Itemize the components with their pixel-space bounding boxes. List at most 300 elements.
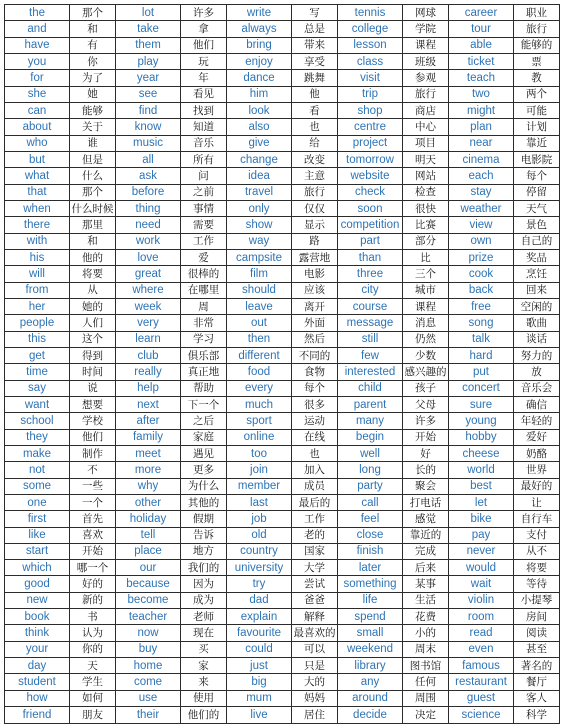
english-word-cell: decide [338, 707, 403, 724]
chinese-meaning-cell: 花费 [403, 609, 449, 625]
chinese-meaning-cell: 科学 [514, 707, 560, 724]
chinese-meaning-cell: 感兴趣的 [403, 364, 449, 380]
chinese-meaning-cell: 能够的 [514, 37, 560, 53]
chinese-meaning-cell: 享受 [292, 53, 338, 69]
table-row [5, 184, 560, 200]
english-word-cell: young [449, 413, 514, 429]
chinese-meaning-cell: 帮助 [181, 380, 227, 396]
chinese-meaning-cell: 最喜欢的 [292, 625, 338, 641]
english-word-cell: cook [449, 266, 514, 282]
english-word-cell: will [5, 266, 70, 282]
english-word-cell: might [449, 102, 514, 118]
chinese-meaning-cell: 工作 [181, 233, 227, 249]
table-row [5, 674, 560, 690]
english-word-cell: this [5, 331, 70, 347]
chinese-meaning-cell: 长的 [403, 462, 449, 478]
chinese-meaning-cell: 景色 [514, 217, 560, 233]
english-word-cell: very [116, 315, 181, 331]
chinese-meaning-cell: 其他的 [181, 494, 227, 510]
english-word-cell: other [116, 494, 181, 510]
chinese-meaning-cell: 周 [181, 298, 227, 314]
chinese-meaning-cell: 也 [292, 445, 338, 461]
english-word-cell: finish [338, 543, 403, 559]
english-word-cell: let [449, 494, 514, 510]
table-row [5, 315, 560, 331]
chinese-meaning-cell: 决定 [403, 707, 449, 724]
chinese-meaning-cell: 得到 [70, 347, 116, 363]
english-word-cell: wait [449, 576, 514, 592]
chinese-meaning-cell: 假期 [181, 511, 227, 527]
chinese-meaning-cell: 认为 [70, 625, 116, 641]
chinese-meaning-cell: 天 [70, 658, 116, 674]
table-row [5, 592, 560, 608]
english-word-cell: you [5, 53, 70, 69]
chinese-meaning-cell: 他们的 [181, 707, 227, 724]
chinese-meaning-cell: 最好的 [514, 478, 560, 494]
table-row [5, 233, 560, 249]
chinese-meaning-cell: 想要 [70, 396, 116, 412]
english-word-cell: enjoy [227, 53, 292, 69]
chinese-meaning-cell: 居住 [292, 707, 338, 724]
english-word-cell: place [116, 543, 181, 559]
chinese-meaning-cell: 一些 [70, 478, 116, 494]
english-word-cell: see [116, 86, 181, 102]
english-word-cell: different [227, 347, 292, 363]
table-row [5, 576, 560, 592]
chinese-meaning-cell: 学生 [70, 674, 116, 690]
chinese-meaning-cell: 然后 [292, 331, 338, 347]
english-word-cell: show [227, 217, 292, 233]
english-word-cell: talk [449, 331, 514, 347]
chinese-meaning-cell: 谁 [70, 135, 116, 151]
chinese-meaning-cell: 不 [70, 462, 116, 478]
english-word-cell: back [449, 282, 514, 298]
english-word-cell: there [5, 217, 70, 233]
english-word-cell: dance [227, 70, 292, 86]
english-word-cell: course [338, 298, 403, 314]
english-word-cell: many [338, 413, 403, 429]
english-word-cell: because [116, 576, 181, 592]
english-word-cell: visit [338, 70, 403, 86]
table-row [5, 347, 560, 363]
english-word-cell: ask [116, 168, 181, 184]
chinese-meaning-cell: 努力的 [514, 347, 560, 363]
english-word-cell: any [338, 674, 403, 690]
chinese-meaning-cell: 妈妈 [292, 690, 338, 706]
english-word-cell: student [5, 674, 70, 690]
english-word-cell: long [338, 462, 403, 478]
chinese-meaning-cell: 课程 [403, 37, 449, 53]
chinese-meaning-cell: 什么 [70, 168, 116, 184]
chinese-meaning-cell: 明天 [403, 151, 449, 167]
english-word-cell: get [5, 347, 70, 363]
chinese-meaning-cell: 项目 [403, 135, 449, 151]
english-word-cell: concert [449, 380, 514, 396]
chinese-meaning-cell: 一个 [70, 494, 116, 510]
english-word-cell: our [116, 560, 181, 576]
chinese-meaning-cell: 仅仅 [292, 200, 338, 216]
table-row [5, 543, 560, 559]
chinese-meaning-cell: 加入 [292, 462, 338, 478]
chinese-meaning-cell: 食物 [292, 364, 338, 380]
english-word-cell: out [227, 315, 292, 331]
english-word-cell: way [227, 233, 292, 249]
english-word-cell: violin [449, 592, 514, 608]
english-word-cell: two [449, 86, 514, 102]
chinese-meaning-cell: 职业 [514, 5, 560, 21]
english-word-cell: time [5, 364, 70, 380]
english-word-cell: the [5, 5, 70, 21]
chinese-meaning-cell: 回来 [514, 282, 560, 298]
english-word-cell: family [116, 429, 181, 445]
english-word-cell: new [5, 592, 70, 608]
english-word-cell: write [227, 5, 292, 21]
english-word-cell: tell [116, 527, 181, 543]
english-word-cell: mum [227, 690, 292, 706]
english-word-cell: before [116, 184, 181, 200]
english-word-cell: own [449, 233, 514, 249]
english-word-cell: buy [116, 641, 181, 657]
chinese-meaning-cell: 带来 [292, 37, 338, 53]
chinese-meaning-cell: 课程 [403, 298, 449, 314]
table-row [5, 266, 560, 282]
english-word-cell: say [5, 380, 70, 396]
english-word-cell: great [116, 266, 181, 282]
chinese-meaning-cell: 父母 [403, 396, 449, 412]
english-word-cell: who [5, 135, 70, 151]
chinese-meaning-cell: 音乐会 [514, 380, 560, 396]
chinese-meaning-cell: 比 [403, 249, 449, 265]
english-word-cell: how [5, 690, 70, 706]
chinese-meaning-cell: 小提琴 [514, 592, 560, 608]
english-word-cell: three [338, 266, 403, 282]
english-word-cell: come [116, 674, 181, 690]
chinese-meaning-cell: 后来 [403, 560, 449, 576]
english-word-cell: restaurant [449, 674, 514, 690]
english-word-cell: become [116, 592, 181, 608]
english-word-cell: tomorrow [338, 151, 403, 167]
english-word-cell: club [116, 347, 181, 363]
chinese-meaning-cell: 他们 [70, 429, 116, 445]
chinese-meaning-cell: 靠近 [514, 135, 560, 151]
chinese-meaning-cell: 玩 [181, 53, 227, 69]
english-word-cell: tennis [338, 5, 403, 21]
english-word-cell: try [227, 576, 292, 592]
chinese-meaning-cell: 班级 [403, 53, 449, 69]
table-row [5, 5, 560, 21]
table-row [5, 707, 560, 724]
english-word-cell: read [449, 625, 514, 641]
chinese-meaning-cell: 能够 [70, 102, 116, 118]
english-word-cell: find [116, 102, 181, 118]
chinese-meaning-cell: 告诉 [181, 527, 227, 543]
english-word-cell: live [227, 707, 292, 724]
english-word-cell: life [338, 592, 403, 608]
english-word-cell: university [227, 560, 292, 576]
chinese-meaning-cell: 之后 [181, 413, 227, 429]
chinese-meaning-cell: 和 [70, 233, 116, 249]
table-row [5, 249, 560, 265]
english-word-cell: bring [227, 37, 292, 53]
chinese-meaning-cell: 地方 [181, 543, 227, 559]
english-word-cell: know [116, 119, 181, 135]
table-row [5, 462, 560, 478]
english-word-cell: help [116, 380, 181, 396]
english-word-cell: really [116, 364, 181, 380]
chinese-meaning-cell: 将要 [70, 266, 116, 282]
english-word-cell: check [338, 184, 403, 200]
english-word-cell: weather [449, 200, 514, 216]
chinese-meaning-cell: 每个 [292, 380, 338, 396]
vocabulary-table-body [5, 5, 560, 724]
english-word-cell: about [5, 119, 70, 135]
english-word-cell: well [338, 445, 403, 461]
english-word-cell: trip [338, 86, 403, 102]
chinese-meaning-cell: 家 [181, 658, 227, 674]
english-word-cell: cheese [449, 445, 514, 461]
chinese-meaning-cell: 支付 [514, 527, 560, 543]
english-word-cell: sport [227, 413, 292, 429]
chinese-meaning-cell: 大的 [292, 674, 338, 690]
english-word-cell: guest [449, 690, 514, 706]
english-word-cell: website [338, 168, 403, 184]
chinese-meaning-cell: 年轻的 [514, 413, 560, 429]
english-word-cell: when [5, 200, 70, 216]
chinese-meaning-cell: 票 [514, 53, 560, 69]
english-word-cell: make [5, 445, 70, 461]
english-word-cell: holiday [116, 511, 181, 527]
chinese-meaning-cell: 网站 [403, 168, 449, 184]
english-word-cell: change [227, 151, 292, 167]
english-word-cell: put [449, 364, 514, 380]
chinese-meaning-cell: 制作 [70, 445, 116, 461]
english-word-cell: job [227, 511, 292, 527]
english-word-cell: close [338, 527, 403, 543]
english-word-cell: weekend [338, 641, 403, 657]
table-row [5, 625, 560, 641]
table-row [5, 53, 560, 69]
english-word-cell: never [449, 543, 514, 559]
english-word-cell: view [449, 217, 514, 233]
english-word-cell: small [338, 625, 403, 641]
chinese-meaning-cell: 靠近的 [403, 527, 449, 543]
english-word-cell: work [116, 233, 181, 249]
chinese-meaning-cell: 改变 [292, 151, 338, 167]
english-word-cell: much [227, 396, 292, 412]
chinese-meaning-cell: 开始 [70, 543, 116, 559]
english-word-cell: member [227, 478, 292, 494]
chinese-meaning-cell: 部分 [403, 233, 449, 249]
table-row [5, 380, 560, 396]
chinese-meaning-cell: 找到 [181, 102, 227, 118]
chinese-meaning-cell: 比赛 [403, 217, 449, 233]
chinese-meaning-cell: 遇见 [181, 445, 227, 461]
chinese-meaning-cell: 周末 [403, 641, 449, 657]
chinese-meaning-cell: 说 [70, 380, 116, 396]
chinese-meaning-cell: 计划 [514, 119, 560, 135]
chinese-meaning-cell: 让 [514, 494, 560, 510]
chinese-meaning-cell: 音乐 [181, 135, 227, 151]
chinese-meaning-cell: 现在 [181, 625, 227, 641]
chinese-meaning-cell: 两个 [514, 86, 560, 102]
english-word-cell: some [5, 478, 70, 494]
english-word-cell: career [449, 5, 514, 21]
english-word-cell: interested [338, 364, 403, 380]
english-word-cell: good [5, 576, 70, 592]
table-row [5, 119, 560, 135]
english-word-cell: for [5, 70, 70, 86]
chinese-meaning-cell: 老师 [181, 609, 227, 625]
table-row [5, 86, 560, 102]
english-word-cell: shop [338, 102, 403, 118]
table-row [5, 396, 560, 412]
chinese-meaning-cell: 聚会 [403, 478, 449, 494]
english-word-cell: next [116, 396, 181, 412]
chinese-meaning-cell: 电影 [292, 266, 338, 282]
english-word-cell: parent [338, 396, 403, 412]
table-row [5, 102, 560, 118]
english-word-cell: want [5, 396, 70, 412]
chinese-meaning-cell: 她 [70, 86, 116, 102]
chinese-meaning-cell: 好 [403, 445, 449, 461]
english-word-cell: meet [116, 445, 181, 461]
english-word-cell: not [5, 462, 70, 478]
chinese-meaning-cell: 在线 [292, 429, 338, 445]
english-word-cell: room [449, 609, 514, 625]
english-word-cell: which [5, 560, 70, 576]
chinese-meaning-cell: 最后的 [292, 494, 338, 510]
english-word-cell: need [116, 217, 181, 233]
chinese-meaning-cell: 成为 [181, 592, 227, 608]
table-row [5, 494, 560, 510]
english-word-cell: college [338, 21, 403, 37]
chinese-meaning-cell: 我们的 [181, 560, 227, 576]
table-row [5, 21, 560, 37]
chinese-meaning-cell: 旅行 [514, 21, 560, 37]
chinese-meaning-cell: 年 [181, 70, 227, 86]
english-word-cell: have [5, 37, 70, 53]
table-row [5, 135, 560, 151]
table-row [5, 658, 560, 674]
english-word-cell: last [227, 494, 292, 510]
chinese-meaning-cell: 事情 [181, 200, 227, 216]
english-word-cell: always [227, 21, 292, 37]
chinese-meaning-cell: 她的 [70, 298, 116, 314]
english-word-cell: can [5, 102, 70, 118]
chinese-meaning-cell: 买 [181, 641, 227, 657]
english-word-cell: them [116, 37, 181, 53]
chinese-meaning-cell: 非常 [181, 315, 227, 331]
chinese-meaning-cell: 来 [181, 674, 227, 690]
english-word-cell: tour [449, 21, 514, 37]
chinese-meaning-cell: 可以 [292, 641, 338, 657]
english-word-cell: prize [449, 249, 514, 265]
english-word-cell: take [116, 21, 181, 37]
english-word-cell: free [449, 298, 514, 314]
english-word-cell: call [338, 494, 403, 510]
english-word-cell: hobby [449, 429, 514, 445]
chinese-meaning-cell: 开始 [403, 429, 449, 445]
chinese-meaning-cell: 看 [292, 102, 338, 118]
english-word-cell: after [116, 413, 181, 429]
chinese-meaning-cell: 在哪里 [181, 282, 227, 298]
english-word-cell: part [338, 233, 403, 249]
english-word-cell: something [338, 576, 403, 592]
chinese-meaning-cell: 图书馆 [403, 658, 449, 674]
chinese-meaning-cell: 房间 [514, 609, 560, 625]
english-word-cell: that [5, 184, 70, 200]
chinese-meaning-cell: 和 [70, 21, 116, 37]
table-row [5, 527, 560, 543]
english-word-cell: project [338, 135, 403, 151]
table-row [5, 168, 560, 184]
chinese-meaning-cell: 应该 [292, 282, 338, 298]
table-row [5, 200, 560, 216]
english-word-cell: use [116, 690, 181, 706]
english-word-cell: competition [338, 217, 403, 233]
english-word-cell: people [5, 315, 70, 331]
english-word-cell: sure [449, 396, 514, 412]
english-word-cell: why [116, 478, 181, 494]
chinese-meaning-cell: 许多 [181, 5, 227, 21]
english-word-cell: only [227, 200, 292, 216]
chinese-meaning-cell: 天气 [514, 200, 560, 216]
english-word-cell: near [449, 135, 514, 151]
chinese-meaning-cell: 使用 [181, 690, 227, 706]
chinese-meaning-cell: 但是 [70, 151, 116, 167]
english-word-cell: spend [338, 609, 403, 625]
english-word-cell: too [227, 445, 292, 461]
chinese-meaning-cell: 如何 [70, 690, 116, 706]
chinese-meaning-cell: 确信 [514, 396, 560, 412]
chinese-meaning-cell: 商店 [403, 102, 449, 118]
chinese-meaning-cell: 学院 [403, 21, 449, 37]
english-word-cell: big [227, 674, 292, 690]
english-word-cell: centre [338, 119, 403, 135]
chinese-meaning-cell: 只是 [292, 658, 338, 674]
chinese-meaning-cell: 电影院 [514, 151, 560, 167]
english-word-cell: lot [116, 5, 181, 21]
english-word-cell: day [5, 658, 70, 674]
table-row [5, 331, 560, 347]
chinese-meaning-cell: 从不 [514, 543, 560, 559]
chinese-meaning-cell: 他们 [181, 37, 227, 53]
english-word-cell: with [5, 233, 70, 249]
chinese-meaning-cell: 放 [514, 364, 560, 380]
chinese-meaning-cell: 更多 [181, 462, 227, 478]
english-word-cell: friend [5, 707, 70, 724]
chinese-meaning-cell: 知道 [181, 119, 227, 135]
chinese-meaning-cell: 谈话 [514, 331, 560, 347]
english-word-cell: few [338, 347, 403, 363]
chinese-meaning-cell: 那个 [70, 5, 116, 21]
english-word-cell: pay [449, 527, 514, 543]
chinese-meaning-cell: 学校 [70, 413, 116, 429]
chinese-meaning-cell: 书 [70, 609, 116, 625]
english-word-cell: favourite [227, 625, 292, 641]
english-word-cell: class [338, 53, 403, 69]
english-word-cell: ticket [449, 53, 514, 69]
english-word-cell: even [449, 641, 514, 657]
table-row [5, 217, 560, 233]
english-word-cell: but [5, 151, 70, 167]
english-word-cell: explain [227, 609, 292, 625]
chinese-meaning-cell: 拿 [181, 21, 227, 37]
english-word-cell: old [227, 527, 292, 543]
chinese-meaning-cell: 主意 [292, 168, 338, 184]
chinese-meaning-cell: 很多 [292, 396, 338, 412]
english-word-cell: dad [227, 592, 292, 608]
